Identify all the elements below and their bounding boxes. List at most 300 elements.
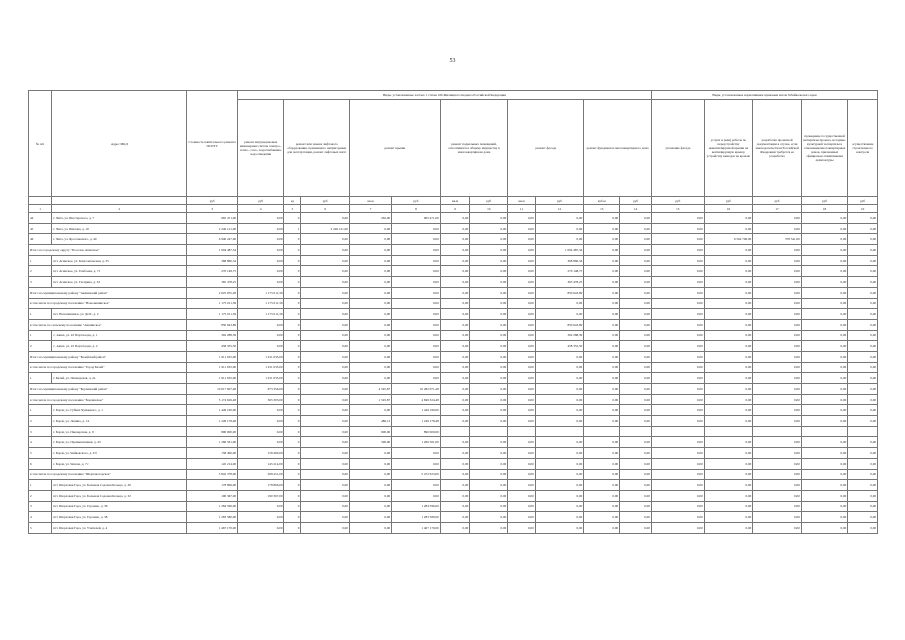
column-number: 12 [535,205,584,213]
value-cell: 0,00 [801,480,847,491]
value-cell: 0,00 [704,480,753,491]
value-cell: 0,00 [301,405,350,416]
value-cell: 0,00 [848,512,878,523]
value-cell: 0,00 [349,480,391,491]
value-cell: 0,00 [848,266,878,277]
value-cell: 190 367,00 [187,490,238,501]
subtotal-row [29,245,878,256]
value-cell: 0,00 [848,255,878,266]
value-cell: 0,00 [440,405,470,416]
value-cell: 0,00 [470,512,508,523]
header-col-foundation: ремонт фундамента многоквартирного дома [584,100,652,197]
value-cell: 1 [284,223,301,234]
row-number: 6 [29,458,52,469]
value-cell: 0,00 [704,501,753,512]
page-number: 53 [449,58,456,64]
value-cell: 0,00 [301,351,350,362]
value-cell: 0,00 [801,266,847,277]
value-cell: 0,00 [508,501,535,512]
value-cell: 0,00 [704,490,753,501]
value-cell: 0,00 [848,416,878,427]
column-number: 11 [508,205,535,213]
value-cell: 0,00 [753,330,802,341]
address-cell: пгт. Шерловая Гора, ул. Горошко, д. 38 [52,512,187,523]
address-cell: г. Чита, ул. Шестерского, д. 7 [52,213,187,224]
value-cell: 0,00 [349,298,391,309]
value-cell: 0,00 [651,341,704,352]
value-cell: 850 643,89 [187,319,238,330]
value-cell: 0,00 [392,490,441,501]
row-number: 3 [29,501,52,512]
value-cell: 0,00 [470,309,508,320]
value-cell: 0,00 [470,522,508,533]
value-cell: 0,00 [620,416,652,427]
capital-repair-table [28,90,878,534]
value-cell [535,426,584,437]
value-cell: 0,00 [470,213,508,224]
value-cell [753,426,802,437]
value-cell: 0,00 [470,416,508,427]
column-number: 18 [801,205,847,213]
value-cell: 0,00 [753,341,802,352]
value-cell: 0,00 [753,266,802,277]
value-cell: 0,00 [535,448,584,459]
column-number: 1 [29,205,52,213]
value-cell: 0 [284,245,301,256]
value-cell: 0,00 [238,245,284,256]
value-cell: 0,00 [651,522,704,533]
address-cell: пгт. Агинское, ул. Комсомольская, д. 35 [52,255,187,266]
value-cell: 0,00 [508,448,535,459]
value-cell: 0,00 [349,405,391,416]
subtotal-row [29,287,878,298]
value-cell: 0,00 [508,298,535,309]
value-cell: 0,00 [848,277,878,288]
value-cell: 0,00 [848,213,878,224]
value-cell: 0,00 [238,234,284,245]
value-cell: 0,00 [301,362,350,373]
value-cell: 0,00 [620,490,652,501]
value-cell: 6 564 706,00 [704,234,753,245]
value-cell: 0,00 [584,213,620,224]
value-cell: 0,00 [584,405,620,416]
value-cell: 0 [284,362,301,373]
value-cell: 1 249 178,48 [187,416,238,427]
value-cell: 0,00 [470,319,508,330]
value-cell: 0,00 [620,266,652,277]
value-cell: 458 355,50 [535,341,584,352]
value-cell: 0,00 [508,245,535,256]
value-cell: 0,00 [848,287,878,298]
value-cell: 0,00 [392,330,441,341]
address-cell: пгт. Новоакшинск, ул. ДОС, д. 2 [52,309,187,320]
value-cell: 0,00 [651,480,704,491]
column-number: 16 [704,205,753,213]
value-cell: 0,00 [349,330,391,341]
value-cell: 0,00 [651,448,704,459]
value-cell: 0,00 [440,512,470,523]
value-cell: 0,00 [801,448,847,459]
value-cell: 600,00 [349,426,391,437]
row-number: 5 [29,522,52,533]
value-cell: 0,00 [301,522,350,533]
value-cell: 0,00 [848,234,878,245]
value-cell: 0,00 [620,448,652,459]
value-cell: 365 478,25 [187,277,238,288]
value-cell: 0,00 [508,213,535,224]
value-cell: 0,00 [801,458,847,469]
value-cell: 0,00 [301,245,350,256]
value-cell: 1 449 190,00 [392,405,441,416]
value-cell: 1 284 596,00 [392,501,441,512]
value-cell: 0,00 [535,351,584,362]
header-col-engineering: ремонт внутридомовых инженерных систем электро-, тепло-, газо-, водоснабжения, водоотведения [238,100,284,197]
value-cell: 4 849 324,48 [392,394,441,405]
value-cell: 0 [284,373,301,384]
value-cell: 0,00 [620,277,652,288]
value-cell: 0 [284,426,301,437]
value-cell: 0,00 [848,394,878,405]
value-cell: 0,00 [801,437,847,448]
value-cell: 965 471,00 [187,213,238,224]
subtotal-label: Итого по муниципальному району "Борзинский район" [29,384,187,395]
value-cell: 0,00 [392,266,441,277]
value-cell: 0,00 [238,512,284,523]
value-cell: 1 260 561,00 [187,437,238,448]
value-cell: 0,00 [620,223,652,234]
value-cell: 158 490,00 [187,448,238,459]
unit-cell: кв.м [349,197,391,205]
column-number: 14 [620,205,652,213]
value-cell: 0,00 [508,469,535,480]
value-cell: 0,00 [848,298,878,309]
value-cell: 0,00 [470,341,508,352]
value-cell: 0 [284,469,301,480]
value-cell: 0 [284,277,301,288]
value-cell: 0,00 [753,319,802,330]
table-row [29,522,878,533]
row-number: 1 [29,255,52,266]
value-cell: 0,00 [508,330,535,341]
value-cell: 0,00 [349,490,391,501]
value-cell: 0,00 [535,309,584,320]
value-cell: 0,00 [704,373,753,384]
value-cell: 0 [284,522,301,533]
value-cell: 0,00 [508,341,535,352]
value-cell: 0,00 [440,213,470,224]
value-cell: 0,00 [651,298,704,309]
value-cell: 0,00 [508,373,535,384]
value-cell: 0,00 [753,373,802,384]
value-cell: 0,00 [440,287,470,298]
value-cell: 850 643,89 [535,319,584,330]
value-cell: 0,00 [238,416,284,427]
value-cell: 0,00 [801,351,847,362]
value-cell: 0 [284,351,301,362]
header-col-basement: ремонт подвальных помещений, относящихся к общему имуществу в многоквартирном доме [440,100,508,197]
value-cell: 0,00 [801,522,847,533]
subtotal-label: в том числе по городскому поселению "Шерловогорское" [29,469,187,480]
value-cell: 0,00 [801,512,847,523]
value-cell: 0,00 [801,277,847,288]
value-cell: 0,00 [535,373,584,384]
value-cell: 0,00 [753,309,802,320]
value-cell: 0,00 [535,512,584,523]
table-row [29,501,878,512]
value-cell [651,426,704,437]
value-cell: 0,00 [535,213,584,224]
row-number: 3 [29,277,52,288]
value-cell: 1 467 170,00 [187,522,238,533]
value-cell: 0,00 [651,394,704,405]
table-row [29,277,878,288]
value-cell: 0,00 [440,341,470,352]
value-cell: 0,00 [349,319,391,330]
value-cell: 0,00 [848,341,878,352]
value-cell: 0,00 [651,277,704,288]
value-cell: 0,00 [620,522,652,533]
subtotal-row [29,319,878,330]
value-cell: 0,00 [704,245,753,256]
value-cell: 0,00 [801,394,847,405]
table-row [29,255,878,266]
value-cell: 0,00 [440,448,470,459]
value-cell: 0,00 [704,405,753,416]
value-cell: 0,00 [584,266,620,277]
value-cell: 5 174 629,48 [187,394,238,405]
value-cell: 0,00 [535,362,584,373]
value-cell: 0,00 [440,245,470,256]
header-number: № п/п [29,91,52,197]
value-cell: 0,00 [753,522,802,533]
value-cell: 0 [284,384,301,395]
row-number: 44 [29,213,52,224]
value-cell: 0,00 [704,223,753,234]
value-cell: 0,00 [651,373,704,384]
unit-cell: куб.м [584,197,620,205]
value-cell: 268 451,00 [238,469,284,480]
value-cell: 0,00 [704,384,753,395]
value-cell: 0,00 [753,512,802,523]
value-cell: 0,00 [651,245,704,256]
value-cell: 0,00 [508,522,535,533]
subtotal-label: Итого по муниципальному району "Балейский район" [29,351,187,362]
value-cell: 0,00 [301,234,350,245]
value-cell: 0,00 [301,437,350,448]
unit-cell: ед [284,197,301,205]
row-number: 45 [29,223,52,234]
address-cell: пгт. Агинское, ул. Гомбоева, д. 71 [52,266,187,277]
value-cell: 0,00 [651,384,704,395]
value-cell: 0,00 [584,469,620,480]
row-number: 1 [29,405,52,416]
header-address: Адрес МКД [52,91,187,197]
value-cell: 0,00 [470,384,508,395]
value-cell: 158 490,00 [238,448,284,459]
row-number: 2 [29,490,52,501]
value-cell: 0,00 [535,298,584,309]
value-cell: 1 467 170,00 [392,522,441,533]
column-number: 13 [584,205,620,213]
row-number: 1 [29,373,52,384]
value-cell: 0,00 [392,362,441,373]
column-number: 9 [440,205,470,213]
value-cell: 0,00 [535,437,584,448]
value-cell: 0,00 [801,309,847,320]
value-cell: 0,00 [801,501,847,512]
value-cell: 0,00 [620,330,652,341]
value-cell: 0,00 [392,234,441,245]
value-cell: 1 283 580,00 [187,512,238,523]
value-cell: 1 911 635,00 [187,362,238,373]
value-cell: 0,00 [440,469,470,480]
value-cell: 0,00 [535,234,584,245]
value-cell: 0,00 [704,266,753,277]
value-cell: 0,00 [848,373,878,384]
value-cell: 0,00 [508,351,535,362]
value-cell: 0,00 [704,458,753,469]
value-cell: 0,00 [440,266,470,277]
value-cell [440,426,470,437]
unit-cell: руб [392,197,441,205]
value-cell: 0,00 [392,448,441,459]
value-cell: 0,00 [704,298,753,309]
value-cell: 0,00 [440,384,470,395]
value-cell: 0,00 [620,309,652,320]
value-cell: 0,00 [704,255,753,266]
value-cell [470,426,508,437]
value-cell: 0,00 [470,437,508,448]
header-group-federal: Виды, установленные частью 1 статьи 166 Жилищного Кодекса Российской Федерации [238,91,652,100]
value-cell: 1 004 487,34 [535,245,584,256]
value-cell: 0,00 [801,341,847,352]
column-number: 10 [470,205,508,213]
subtotal-label: в том числе по городскому поселению "Новоакшинское" [29,298,187,309]
value-cell: 0,00 [301,255,350,266]
table-row [29,223,878,234]
value-cell: 0,00 [848,223,878,234]
value-cell: 0 [284,287,301,298]
value-cell: 0 [284,309,301,320]
value-cell: 0,00 [440,416,470,427]
value-cell: 0,00 [704,309,753,320]
value-cell: 0,00 [349,255,391,266]
value-cell: 0,00 [753,362,802,373]
value-cell: 0,00 [753,277,802,288]
subtotal-label: в том числе по сельскому поселению "Акшинское" [29,319,187,330]
value-cell: 0,00 [470,469,508,480]
value-cell: 0,00 [651,469,704,480]
value-cell: 1 004 487,34 [187,245,238,256]
value-cell: 0,00 [651,330,704,341]
value-cell: 0,00 [848,245,878,256]
value-cell: 0,00 [704,351,753,362]
value-cell: 0,00 [753,448,802,459]
column-number: 3 [187,205,238,213]
address-cell: г. Борзя, ул. Губина Чумацкого, д. 1 [52,405,187,416]
value-cell: 0,00 [651,501,704,512]
value-cell: 0,00 [508,277,535,288]
value-cell: 0,00 [535,405,584,416]
value-cell: 673 356,00 [238,384,284,395]
address-cell: пгт. Агинское, ул. Гагарина, д. 34 [52,277,187,288]
value-cell: 0,00 [584,501,620,512]
column-number: 2 [52,205,187,213]
value-cell: 0,00 [508,416,535,427]
address-cell: пгт. Шерловая Гора, ул. Большая Садовая Кольцо, д. 32 [52,490,187,501]
header-col-facade: ремонт фасада [508,100,584,197]
value-cell: 0,00 [620,213,652,224]
address-cell: г. Борзя, ул. Пионерская, д. 9 [52,426,187,437]
value-cell: 0,00 [704,319,753,330]
unit-cell: кв.м [440,197,470,205]
value-cell: 0,00 [801,362,847,373]
value-cell: 0,00 [440,490,470,501]
value-cell: 0,00 [651,309,704,320]
value-cell: 0,00 [848,362,878,373]
row-number: 3 [29,426,52,437]
value-cell: 0,00 [301,341,350,352]
column-number: 17 [753,205,802,213]
value-cell: 0,00 [801,330,847,341]
address-cell: г. Борзя, ул. Промышленная, д. 43 [52,437,187,448]
value-cell: 0,00 [651,287,704,298]
value-cell: 0,00 [801,319,847,330]
value-cell: 0,00 [651,437,704,448]
value-cell: 0,00 [440,309,470,320]
value-cell: 10 917 607,48 [187,384,238,395]
header-group-regional: Виды, установленные нормативным правовым актом Забайкальского края [651,91,877,100]
value-cell: 0,00 [651,234,704,245]
value-cell: 965 471,00 [392,213,441,224]
value-cell: 0,00 [620,405,652,416]
value-cell: 0,00 [470,287,508,298]
value-cell: 0,00 [535,458,584,469]
value-cell: 270 148,75 [187,266,238,277]
value-cell: 0 [284,341,301,352]
value-cell: 0,00 [392,341,441,352]
value-cell: 1 283 580,00 [392,512,441,523]
value-cell: 0,00 [238,319,284,330]
value-cell: 0,00 [848,309,878,320]
value-cell: 0,00 [508,384,535,395]
address-cell: г. Борзя, ул. Чехова, д. 7 г [52,458,187,469]
row-number: 2 [29,266,52,277]
value-cell: 0,00 [801,213,847,224]
value-cell: 0,00 [301,416,350,427]
value-cell: 0,00 [620,245,652,256]
value-cell: 0,00 [848,490,878,501]
value-cell: 0,00 [440,394,470,405]
value-cell: 0,00 [620,469,652,480]
value-cell: 0,00 [620,319,652,330]
value-cell: 0,00 [848,501,878,512]
value-cell: 0,00 [848,480,878,491]
value-cell: 0,00 [620,351,652,362]
row-number: 2 [29,416,52,427]
value-cell: 178 866,00 [238,480,284,491]
table-row [29,416,878,427]
subtotal-label: в том числе по городскому поселению "Борзинское" [29,394,187,405]
unit-cell: руб [535,197,584,205]
value-cell: 0,00 [620,394,652,405]
value-cell: 0 [284,416,301,427]
table-row [29,213,878,224]
value-cell: 0,00 [440,373,470,384]
value-cell: 0,00 [470,330,508,341]
unit-cell: руб [651,197,704,205]
value-cell: 0,00 [470,245,508,256]
